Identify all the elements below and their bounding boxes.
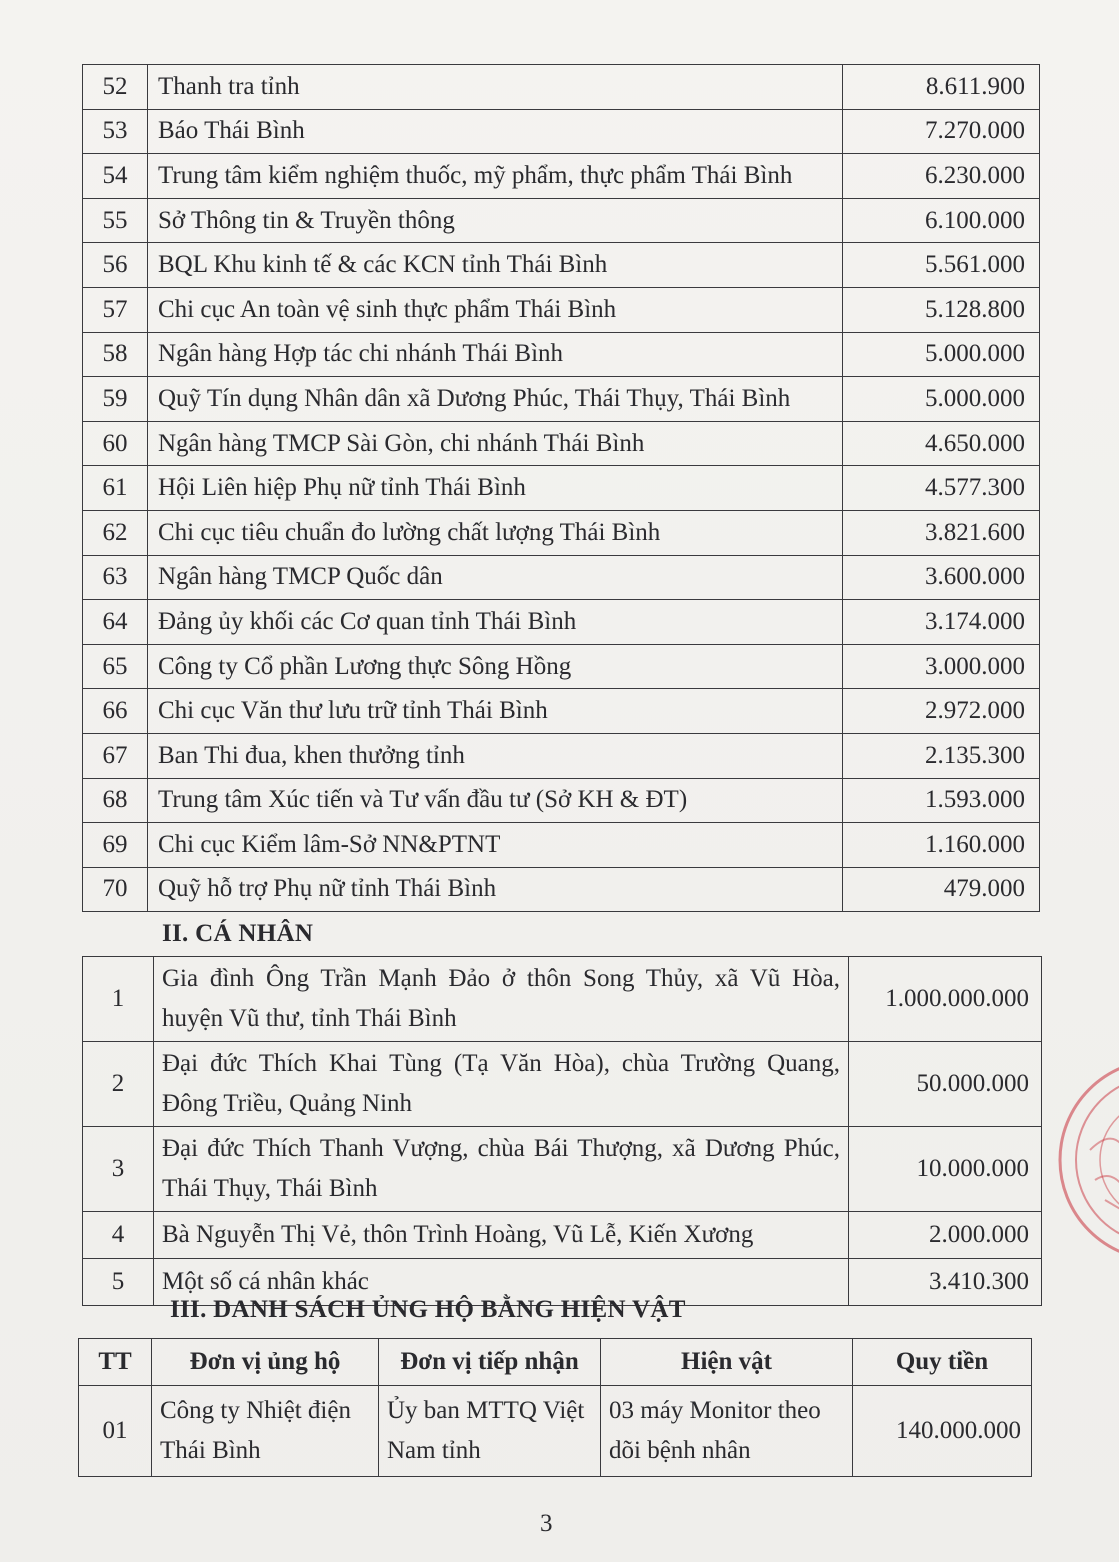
organization-name: Chi cục An toàn vệ sinh thực phẩm Thái Bình <box>148 287 843 332</box>
row-number: 53 <box>83 109 148 154</box>
row-number: 70 <box>83 867 148 912</box>
donation-amount: 2.972.000 <box>843 689 1040 734</box>
organizations-table <box>82 64 1040 912</box>
table-row <box>83 377 1040 422</box>
row-number: 52 <box>83 65 148 110</box>
recipient-unit: Ủy ban MTTQ Việt Nam tỉnh <box>379 1386 601 1477</box>
organization-name: Ngân hàng TMCP Quốc dân <box>148 555 843 600</box>
donation-amount: 3.821.600 <box>843 510 1040 555</box>
donation-amount: 3.174.000 <box>843 600 1040 645</box>
row-number: 01 <box>79 1386 152 1477</box>
row-number: 54 <box>83 154 148 199</box>
official-seal-stamp <box>1050 1050 1119 1270</box>
table-row <box>83 466 1040 511</box>
organization-name: Ban Thi đua, khen thưởng tỉnh <box>148 733 843 778</box>
organization-name: Đảng ủy khối các Cơ quan tỉnh Thái Bình <box>148 600 843 645</box>
row-number: 58 <box>83 332 148 377</box>
row-number: 4 <box>83 1212 154 1259</box>
organization-name: Trung tâm kiểm nghiệm thuốc, mỹ phẩm, thực phẩm Thái Bình <box>148 154 843 199</box>
row-number: 69 <box>83 823 148 868</box>
row-number: 64 <box>83 600 148 645</box>
row-number: 60 <box>83 421 148 466</box>
row-number: 55 <box>83 198 148 243</box>
table-row <box>83 510 1040 555</box>
column-header-tt: TT <box>79 1339 152 1386</box>
table-row <box>83 332 1040 377</box>
row-number: 61 <box>83 466 148 511</box>
table-row <box>83 65 1040 110</box>
organization-name: Ngân hàng TMCP Sài Gòn, chi nhánh Thái Bình <box>148 421 843 466</box>
table-row <box>83 1212 1042 1259</box>
donation-amount: 1.000.000.000 <box>849 957 1042 1042</box>
donation-amount: 5.000.000 <box>843 332 1040 377</box>
table-row <box>83 644 1040 689</box>
donor-unit: Công ty Nhiệt điện Thái Bình <box>152 1386 379 1477</box>
table-row <box>79 1386 1032 1477</box>
organization-name: Ngân hàng Hợp tác chi nhánh Thái Bình <box>148 332 843 377</box>
row-number: 62 <box>83 510 148 555</box>
table-row <box>83 600 1040 645</box>
organization-name: Hội Liên hiệp Phụ nữ tỉnh Thái Bình <box>148 466 843 511</box>
donation-amount: 3.600.000 <box>843 555 1040 600</box>
donation-amount: 3.000.000 <box>843 644 1040 689</box>
table-row <box>83 689 1040 734</box>
donation-amount: 10.000.000 <box>849 1127 1042 1212</box>
organization-name: Quỹ Tín dụng Nhân dân xã Dương Phúc, Thái Thụy, Thái Bình <box>148 377 843 422</box>
in-kind-table <box>78 1338 1032 1477</box>
donation-amount: 5.000.000 <box>843 377 1040 422</box>
organization-name: Chi cục tiêu chuẩn đo lường chất lượng Thái Bình <box>148 510 843 555</box>
row-number: 68 <box>83 778 148 823</box>
row-number: 63 <box>83 555 148 600</box>
table-row <box>83 957 1042 1042</box>
row-number: 3 <box>83 1127 154 1212</box>
donation-amount: 6.100.000 <box>843 198 1040 243</box>
table-row <box>83 1042 1042 1127</box>
donation-amount: 5.561.000 <box>843 243 1040 288</box>
donation-amount: 6.230.000 <box>843 154 1040 199</box>
row-number: 1 <box>83 957 154 1042</box>
in-kind-item: 03 máy Monitor theo dõi bệnh nhân <box>601 1386 853 1477</box>
organization-name: Chi cục Văn thư lưu trữ tỉnh Thái Bình <box>148 689 843 734</box>
row-number: 5 <box>83 1259 154 1306</box>
table-row <box>83 733 1040 778</box>
row-number: 66 <box>83 689 148 734</box>
organization-name: Báo Thái Bình <box>148 109 843 154</box>
donation-amount: 3.410.300 <box>849 1259 1042 1306</box>
column-header-donor: Đơn vị ủng hộ <box>152 1339 379 1386</box>
organization-name: BQL Khu kinh tế & các KCN tỉnh Thái Bình <box>148 243 843 288</box>
item-value: 140.000.000 <box>853 1386 1032 1477</box>
row-number: 57 <box>83 287 148 332</box>
column-header-item: Hiện vật <box>601 1339 853 1386</box>
column-header-recipient: Đơn vị tiếp nhận <box>379 1339 601 1386</box>
donor-name: Một số cá nhân khác <box>154 1259 849 1306</box>
organization-name: Công ty Cổ phần Lương thực Sông Hồng <box>148 644 843 689</box>
section-3-heading: III. DANH SÁCH ỦNG HỘ BẰNG HIỆN VẬT <box>170 1296 686 1323</box>
donation-amount: 1.593.000 <box>843 778 1040 823</box>
table-row <box>83 109 1040 154</box>
page-number: 3 <box>540 1510 553 1537</box>
organization-name: Quỹ hỗ trợ Phụ nữ tỉnh Thái Bình <box>148 867 843 912</box>
row-number: 2 <box>83 1042 154 1127</box>
table-row <box>83 823 1040 868</box>
row-number: 67 <box>83 733 148 778</box>
table-row <box>83 1127 1042 1212</box>
donor-name: Gia đình Ông Trần Mạnh Đảo ở thôn Song Thủy, xã Vũ Hòa, huyện Vũ thư, tỉnh Thái Bình <box>154 957 849 1042</box>
donation-amount: 4.650.000 <box>843 421 1040 466</box>
table-row <box>83 555 1040 600</box>
row-number: 65 <box>83 644 148 689</box>
in-kind-header-row <box>79 1339 1032 1386</box>
donor-name: Đại đức Thích Thanh Vượng, chùa Bái Thượng, xã Dương Phúc, Thái Thụy, Thái Bình <box>154 1127 849 1212</box>
donor-name: Bà Nguyễn Thị Vẻ, thôn Trình Hoàng, Vũ Lễ, Kiến Xương <box>154 1212 849 1259</box>
column-header-value: Quy tiền <box>853 1339 1032 1386</box>
table-row <box>83 778 1040 823</box>
donation-amount: 479.000 <box>843 867 1040 912</box>
donor-name: Đại đức Thích Khai Tùng (Tạ Văn Hòa), chùa Trường Quang, Đông Triều, Quảng Ninh <box>154 1042 849 1127</box>
donation-amount: 2.000.000 <box>849 1212 1042 1259</box>
table-row <box>83 198 1040 243</box>
table-row <box>83 154 1040 199</box>
donation-amount: 7.270.000 <box>843 109 1040 154</box>
organization-name: Trung tâm Xúc tiến và Tư vấn đầu tư (Sở KH & ĐT) <box>148 778 843 823</box>
donation-amount: 50.000.000 <box>849 1042 1042 1127</box>
table-row <box>83 243 1040 288</box>
table-row <box>83 287 1040 332</box>
table-row <box>83 421 1040 466</box>
individuals-table <box>82 956 1042 1306</box>
table-row <box>83 867 1040 912</box>
donation-amount: 2.135.300 <box>843 733 1040 778</box>
organization-name: Sở Thông tin & Truyền thông <box>148 198 843 243</box>
row-number: 56 <box>83 243 148 288</box>
organization-name: Thanh tra tỉnh <box>148 65 843 110</box>
donation-amount: 8.611.900 <box>843 65 1040 110</box>
donation-amount: 5.128.800 <box>843 287 1040 332</box>
organization-name: Chi cục Kiểm lâm-Sở NN&PTNT <box>148 823 843 868</box>
row-number: 59 <box>83 377 148 422</box>
section-2-heading: II. CÁ NHÂN <box>162 920 314 947</box>
donation-amount: 4.577.300 <box>843 466 1040 511</box>
donation-amount: 1.160.000 <box>843 823 1040 868</box>
